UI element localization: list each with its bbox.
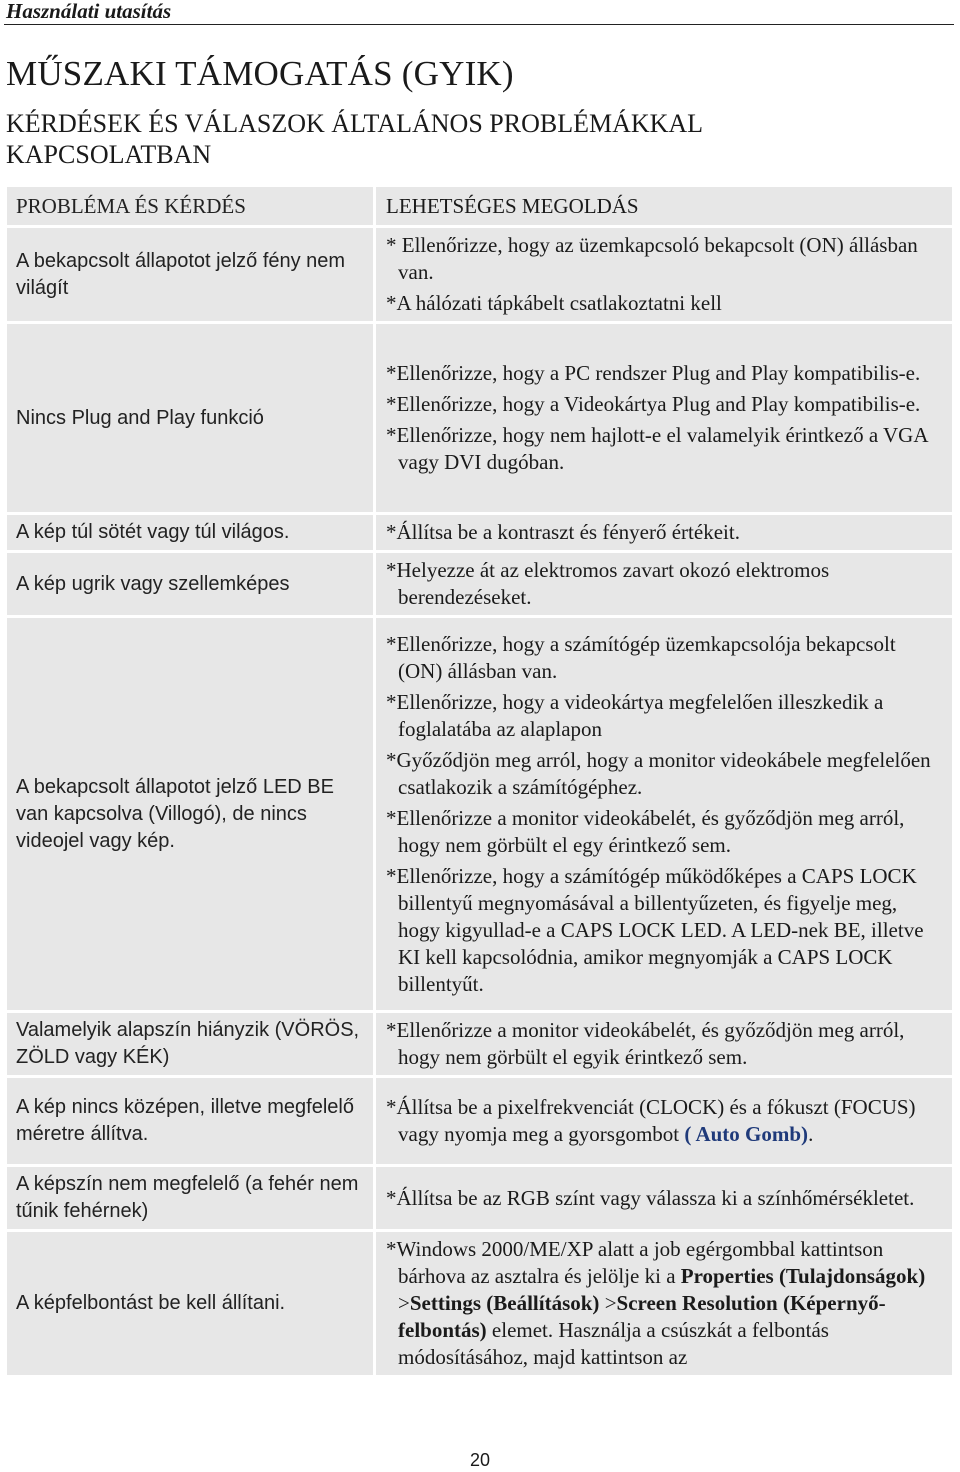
solution-item: *Ellenőrizze a monitor videokábelét, és győződjön meg arról, hogy nem görbült el egyik érintkező sem. xyxy=(386,1018,905,1069)
problem-cell: Nincs Plug and Play funkció xyxy=(7,324,373,512)
solution-item: *Ellenőrizze, hogy a számítógép üzemkapcsolója bekapcsolt (ON) állásban van. xyxy=(386,631,896,683)
solution-item: *Ellenőrizze a monitor videokábelét, és győződjön meg arról, hogy nem görbült el egy érintkező sem. xyxy=(386,805,905,857)
solution-item: *Ellenőrizze, hogy a PC rendszer Plug and Play kompatibilis-e. xyxy=(386,361,921,385)
problem-cell: A képszín nem megfelelő (a fehér nem tűnik fehérnek) xyxy=(7,1167,373,1229)
bold-term: Properties (Tulajdonságok) xyxy=(680,1264,926,1288)
solution-text: . xyxy=(808,1122,814,1146)
problem-cell: A képfelbontást be kell állítani. xyxy=(7,1232,373,1375)
auto-button-label: ( Auto Gomb) xyxy=(684,1122,809,1146)
solution-item: *Állítsa be az RGB színt vagy válassza ki a színhőmérsékletet. xyxy=(386,1185,915,1210)
solution-item: *Győződjön meg arról, hogy a monitor videokábele megfelelően csatlakozik a számítógéphez. xyxy=(386,747,931,799)
solution-item: *Ellenőrizze, hogy a Videokártya Plug and Play kompatibilis-e. xyxy=(386,392,921,416)
solution-item xyxy=(386,1236,944,1371)
solution-cell xyxy=(376,324,952,512)
table-row xyxy=(7,1232,952,1375)
table-row xyxy=(7,1013,952,1075)
solution-item: *A hálózati tápkábelt csatlakoztatni kell xyxy=(386,291,722,315)
problem-cell: A bekapcsolt állapotot jelző LED BE van kapcsolva (Villogó), de nincs videojel vagy kép. xyxy=(7,618,373,1010)
solution-item: *Ellenőrizze, hogy nem hajlott-e el valamelyik érintkező a VGA vagy DVI dugóban. xyxy=(386,423,928,474)
table-row xyxy=(7,228,952,321)
table-row xyxy=(7,553,952,615)
faq-table xyxy=(4,184,955,1378)
table-row xyxy=(7,1078,952,1164)
solution-item: * Ellenőrizze, hogy az üzemkapcsoló bekapcsolt (ON) állásban van. xyxy=(386,233,918,284)
problem-cell: Valamelyik alapszín hiányzik (VÖRÖS, ZÖLD vagy KÉK) xyxy=(7,1013,373,1075)
header-rule xyxy=(4,24,954,25)
table-row xyxy=(7,324,952,512)
solution-cell xyxy=(376,1167,952,1229)
problem-cell: A kép ugrik vagy szellemképes xyxy=(7,553,373,615)
solution-item: *Ellenőrizze, hogy a számítógép működőképes a CAPS LOCK billentyű megnyomásával a billentyűzeten, és figyelje meg, hogy kigyullad-e a CAPS LOCK LED. A LED-nek BE, illetve KI kell kapcsolódnia, amikor megnyomják a CAPS LOCK billentyűt. xyxy=(386,863,924,996)
solution-text: elemet. Használja a csúszkát a felbontás módosításához, majd kattintson az xyxy=(398,1318,829,1369)
table-row xyxy=(7,515,952,550)
problem-cell: A kép nincs középen, illetve megfelelő méretre állítva. xyxy=(7,1078,373,1164)
solution-cell xyxy=(376,515,952,550)
table-row xyxy=(7,1167,952,1229)
solution-item: *Ellenőrizze, hogy a videokártya megfelelően illeszkedik a foglalatába az alaplapon xyxy=(386,689,884,741)
running-head: Használati utasítás xyxy=(6,0,172,23)
solution-cell xyxy=(376,1232,952,1375)
bold-term: Settings (Beállítások) xyxy=(409,1291,600,1315)
problem-cell: A kép túl sötét vagy túl világos. xyxy=(7,515,373,550)
header-solution: LEHETSÉGES MEGOLDÁS xyxy=(376,187,952,225)
solution-text: *Állítsa be a pixelfrekvenciát (CLOCK) és a fókuszt (FOCUS) vagy nyomja meg a gyorsgombot xyxy=(386,1095,916,1146)
solution-item: *Állítsa be a kontraszt és fényerő értékeit. xyxy=(386,520,740,544)
solution-item: *Helyezze át az elektromos zavart okozó elektromos berendezéseket. xyxy=(386,558,830,609)
solution-text: > xyxy=(599,1291,617,1315)
header-problem: PROBLÉMA ÉS KÉRDÉS xyxy=(7,187,373,225)
table-header-row xyxy=(7,187,952,225)
page-title: MŰSZAKI TÁMOGATÁS (GYIK) xyxy=(6,54,514,93)
solution-cell xyxy=(376,1078,952,1164)
bold-term: Screen Resolution (Képernyő-felbontás) xyxy=(398,1291,886,1342)
problem-cell: A bekapcsolt állapotot jelző fény nem világít xyxy=(7,228,373,321)
solution-text: *Windows 2000/ME/XP alatt a job egérgombbal kattintson bárhova az asztalra és jelölje ki a xyxy=(386,1237,884,1288)
table-row xyxy=(7,618,952,1010)
solution-text: > xyxy=(398,1291,410,1315)
solution-cell xyxy=(376,618,952,1010)
solution-cell xyxy=(376,228,952,321)
solution-item xyxy=(386,1094,944,1148)
solution-cell xyxy=(376,1013,952,1075)
page-number: 20 xyxy=(469,1450,491,1470)
page-subtitle: KÉRDÉSEK ÉS VÁLASZOK ÁLTALÁNOS PROBLÉMÁKKAL KAPCSOLATBAN xyxy=(6,109,703,169)
solution-cell xyxy=(376,553,952,615)
